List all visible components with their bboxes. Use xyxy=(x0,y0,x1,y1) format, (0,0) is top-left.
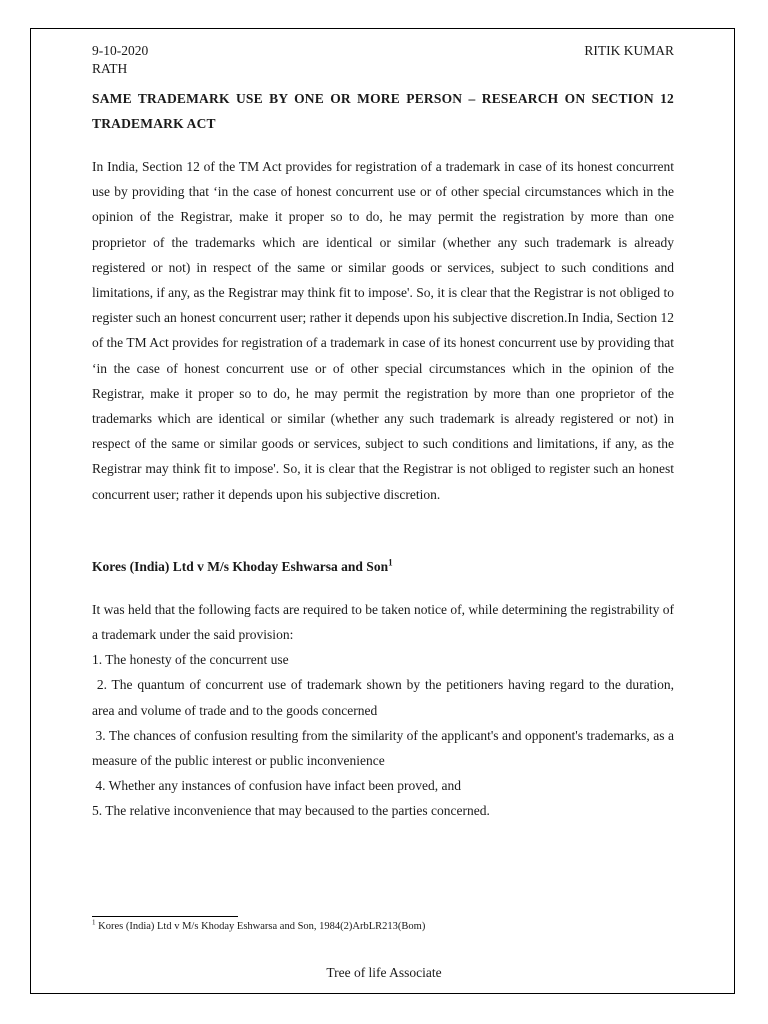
footnote-text: Kores (India) Ltd v M/s Khoday Eshwarsa and Son, 1984(2)ArbLR213(Bom) xyxy=(95,921,426,932)
case-heading xyxy=(92,557,674,577)
page-footer: Tree of life Associate xyxy=(326,965,442,980)
case-heading-text: Kores (India) Ltd v M/s Khoday Eshwarsa and Son xyxy=(92,558,389,574)
footnote-marker: 1 xyxy=(92,918,96,927)
header xyxy=(92,42,674,60)
list-item: 4. Whether any instances of confusion have infact been proved, and xyxy=(92,778,461,794)
document-body xyxy=(92,42,678,824)
footnote-divider xyxy=(92,916,238,917)
footnote xyxy=(92,920,425,934)
document-date: 9-10-2020 xyxy=(92,43,149,58)
list-item: 3. The chances of confusion resulting from the similarity of the applicant's and opponent's trademarks, as a measure of the public interest or public inconvenience xyxy=(92,727,678,769)
author-name: RITIK KUMAR xyxy=(584,43,674,58)
footnote-reference[interactable]: 1 xyxy=(388,557,393,568)
author-name-continued: RATH xyxy=(92,61,128,76)
list-item: 1. The honesty of the concurrent use xyxy=(92,652,289,668)
held-paragraph: It was held that the following facts are required to be taken notice of, while determining the registrability of a trademark under the said provision: xyxy=(92,601,674,643)
document-title: SAME TRADEMARK USE BY ONE OR MORE PERSON – RESEARCH ON SECTION 12 TRADEMARK ACT xyxy=(92,91,674,131)
list-item: 5. The relative inconvenience that may becaused to the parties concerned. xyxy=(92,803,490,819)
list-item: 2. The quantum of concurrent use of trademark shown by the petitioners having regard to the duration, area and volume of trade and to the goods concerned xyxy=(92,677,678,718)
facts-list xyxy=(92,647,678,823)
body-paragraph: In India, Section 12 of the TM Act provides for registration of a trademark in case of its honest concurrent use by providing that ‘in the case of honest concurrent use or of other special circumstances which in the opinion of the Registrar, make it proper so to do, he may permit the registration by more than one proprietor of the trademarks which are identical or similar (whether any such trademark is already registered or not) in respect of the same or similar goods or services, subject to such conditions and limitations, if any, as the Registrar may think fit to impose'. So, it is clear that the Registrar is not obliged to register such an honest concurrent user; rather it depends upon his subjective discretion.In India, Section 12 of the TM Act provides for registration of a trademark in case of its honest concurrent use by providing that ‘in the case of honest concurrent use or of other special circumstances which in the opinion of the Registrar, make it proper so to do, he may permit the registration by more than one proprietor of the trademarks which are identical or similar (whether any such trademark is already registered or not) in respect of the same or similar goods or services, subject to such conditions and limitations, if any, as the Registrar may think fit to impose'. So, it is clear that the Registrar is not obliged to register such an honest concurrent user; rather it depends upon his subjective discretion. xyxy=(92,159,674,502)
